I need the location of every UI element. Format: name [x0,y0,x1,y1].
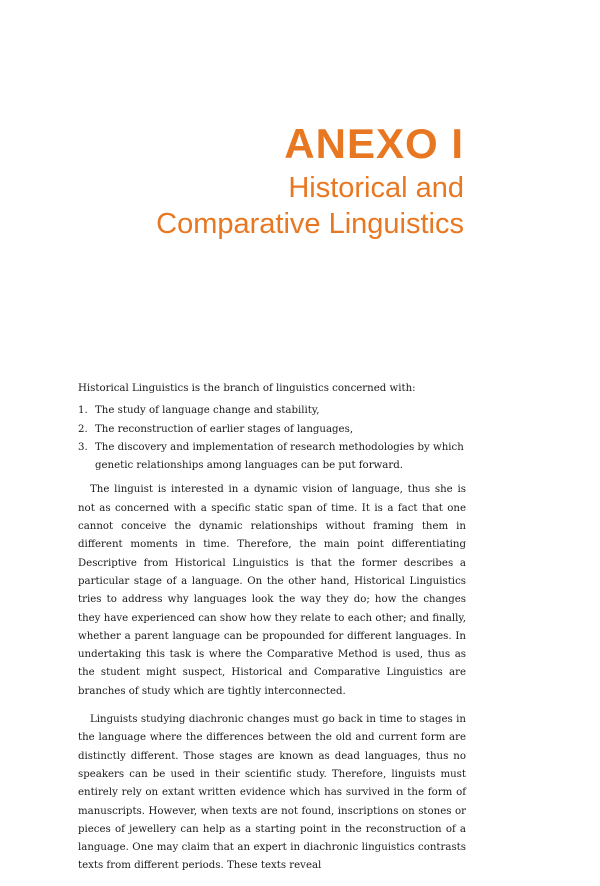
list-item [78,402,466,420]
intro-sentence: Historical Linguistics is the branch of linguistics concerned with: [78,383,416,394]
list-item [78,421,466,439]
list-number: 2. [78,423,88,435]
numbered-list [78,402,466,475]
chapter-title-line-2: Comparative Linguistics [156,208,464,240]
list-item-text: The reconstruction of earlier stages of languages, [95,423,354,435]
chapter-title-line-1: Historical and [288,172,464,204]
list-item-text: The study of language change and stability, [95,405,320,417]
list-item [78,439,466,476]
chapter-heading [156,118,464,242]
paragraph: The linguist is interested in a dynamic vision of language, thus she is not as concerned with a specific static span of time. It is a fact that one cannot conceive the dynamic relationships without framing them in different moments in time. Therefore, the main point differentiating Descriptive from Historical Linguistics is that the former describes a particular stage of a language. On the other hand, Historical Linguistics tries to address why languages look the way they do; how the changes they have experienced can show how they relate to each other; and finally, whether a parent language can be propounded for different languages. In undertaking this task is where the Comparative Method is used, thus as the student might suspect, Historical and Comparative Linguistics are branches of study which are tightly interconnected. [78,484,466,697]
body-text [78,380,466,886]
list-number: 3. [78,441,88,453]
list-number: 1. [78,405,88,417]
annex-title: ANEXO I [284,120,464,167]
chapter-title [156,170,464,242]
list-item-text: The discovery and implementation of research methodologies by which genetic relationships among languages can be put forward. [95,441,464,472]
paragraph: Linguists studying diachronic changes must go back in time to stages in the language where the differences between the old and current form are distinctly different. Those stages are known as dead languages, thus no speakers can be used in their scientific study. Therefore, linguists must entirely rely on extant written evidence which has survived in the form of manuscripts. However, when texts are not found, inscriptions on stones or pieces of jewellery can help as a starting point in the reconstruction of a language. One may claim that an expert in diachronic linguistics contrasts texts from different periods. These texts reveal [78,714,466,872]
